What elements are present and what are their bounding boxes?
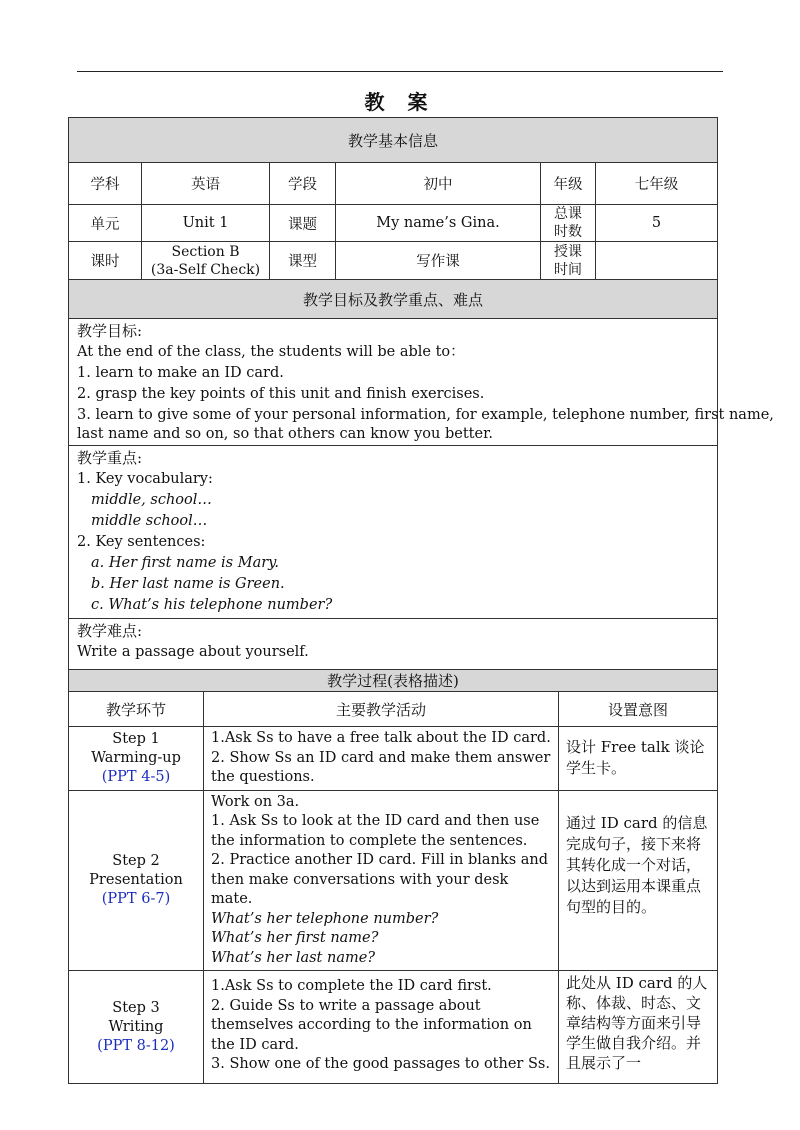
- teaching-time-value: [596, 242, 718, 280]
- objective-line: 3. learn to give some of your personal information, for example, telephone number, first name,: [77, 407, 774, 423]
- ppt-reference: (PPT 6-7): [101, 890, 171, 907]
- process-header: 教学过程(表格描述): [69, 670, 718, 692]
- basic-info-header: 教学基本信息: [69, 118, 718, 163]
- teaching-time-label-line: 授课: [554, 243, 582, 260]
- key-sentence: a. Her first name is Mary.: [91, 555, 280, 571]
- activities-cell: [204, 971, 559, 1084]
- table-row: [69, 971, 718, 1084]
- activity-item: 2. Practice another ID card. Fill in blanks and then make conversations with your desk mate.: [211, 852, 549, 907]
- activities-cell: [204, 790, 559, 971]
- activity-item: 2. Show Ss an ID card and make them answer the questions.: [211, 749, 551, 785]
- intent-cell: 设计 Free talk 谈论学生卡。: [559, 727, 718, 791]
- step-cell: [69, 971, 204, 1084]
- total-hours-label-line: 总课: [554, 206, 582, 222]
- total-hours-value: 5: [596, 205, 718, 242]
- step-number: Step 1: [112, 730, 160, 747]
- period-value-line: Section B: [171, 243, 240, 260]
- teaching-time-label-line: 时间: [554, 261, 582, 278]
- lesson-type-label: 课型: [270, 242, 336, 280]
- unit-label: 单元: [69, 205, 142, 242]
- step-cell: [69, 727, 204, 791]
- grade-value: 七年级: [596, 163, 718, 205]
- step-number: Step 3: [112, 999, 160, 1016]
- activity-item: 1.Ask Ss to complete the ID card first.: [211, 978, 492, 994]
- total-hours-label-line: 时数: [554, 224, 582, 240]
- stage-label: 学段: [270, 163, 336, 205]
- key-points-cell: [69, 446, 718, 619]
- table-row: [69, 727, 718, 791]
- vocabulary-item: middle school…: [91, 513, 208, 529]
- activity-item: 1. Ask Ss to look at the ID card and then use the information to complete the sentences.: [211, 813, 540, 849]
- step-name: Presentation: [89, 871, 183, 888]
- unit-value: Unit 1: [142, 205, 270, 242]
- topic-label: 课题: [270, 205, 336, 242]
- difficulties-label: 教学难点:: [77, 622, 143, 640]
- table-row: [69, 790, 718, 971]
- column-header-stage: 教学环节: [69, 692, 204, 727]
- column-header-activities: 主要教学活动: [204, 692, 559, 727]
- lesson-type-value: 写作课: [336, 242, 541, 280]
- period-value: [142, 242, 270, 280]
- objective-line: 1. learn to make an ID card.: [77, 365, 284, 381]
- objectives-label: 教学目标:: [77, 322, 143, 340]
- table-row: [69, 163, 718, 205]
- activity-item: Work on 3a.: [211, 793, 300, 810]
- step-cell: [69, 790, 204, 971]
- table-row: [69, 692, 718, 727]
- step-name: Warming-up: [91, 749, 181, 766]
- subject-label: 学科: [69, 163, 142, 205]
- activity-item: 2. Guide Ss to write a passage about themselves according to the information on the ID card.: [211, 997, 532, 1053]
- table-row: [69, 242, 718, 280]
- key-sentence: c. What’s his telephone number?: [91, 597, 333, 613]
- page-title: 教 案: [364, 90, 436, 114]
- objectives-cell: [69, 319, 774, 446]
- question-item: What’s her last name?: [211, 949, 376, 966]
- grade-label: 年级: [541, 163, 596, 205]
- step-number: Step 2: [112, 852, 160, 869]
- objective-line: At the end of the class, the students will be able to：: [77, 344, 465, 360]
- teaching-time-label: [541, 242, 596, 280]
- vocabulary-label: 1. Key vocabulary:: [77, 471, 213, 487]
- difficulties-text: Write a passage about yourself.: [77, 644, 309, 660]
- goals-header: 教学目标及教学重点、难点: [69, 280, 718, 319]
- step-name: Writing: [108, 1018, 164, 1035]
- column-header-intent: 设置意图: [559, 692, 718, 727]
- header-rule: [77, 71, 723, 72]
- activity-item: 3. Show one of the good passages to other Ss.: [211, 1056, 550, 1072]
- objective-line: 2. grasp the key points of this unit and finish exercises.: [77, 386, 485, 402]
- stage-value: 初中: [336, 163, 541, 205]
- objective-line: last name and so on, so that others can know you better.: [77, 426, 494, 442]
- period-label: 课时: [69, 242, 142, 280]
- period-value-line: (3a-Self Check): [150, 261, 261, 278]
- sentences-label: 2. Key sentences:: [77, 534, 206, 550]
- process-table: [68, 669, 718, 1084]
- topic-value: My name’s Gina.: [336, 205, 541, 242]
- subject-value: 英语: [142, 163, 270, 205]
- intent-cell: 通过 ID card 的信息完成句子，接下来将其转化成一个对话，以达到运用本课重点句型的目的。: [559, 790, 718, 971]
- ppt-reference: (PPT 8-12): [97, 1037, 175, 1054]
- ppt-reference: (PPT 4-5): [101, 768, 171, 785]
- vocabulary-item: middle, school…: [91, 492, 212, 508]
- activity-item: 1.Ask Ss to have a free talk about the ID card.: [211, 730, 551, 746]
- activities-cell: [204, 727, 559, 791]
- basic-info-table: [68, 117, 774, 686]
- question-item: What’s her telephone number?: [211, 910, 439, 927]
- total-hours-label: [541, 205, 596, 242]
- question-item: What’s her first name?: [211, 930, 379, 946]
- key-points-label: 教学重点:: [77, 449, 143, 467]
- key-sentence: b. Her last name is Green.: [91, 576, 285, 592]
- intent-cell: 此处从 ID card 的人称、体裁、时态、文章结构等方面来引导学生做自我介绍。并且展示了一: [559, 971, 718, 1084]
- table-row: [69, 205, 718, 242]
